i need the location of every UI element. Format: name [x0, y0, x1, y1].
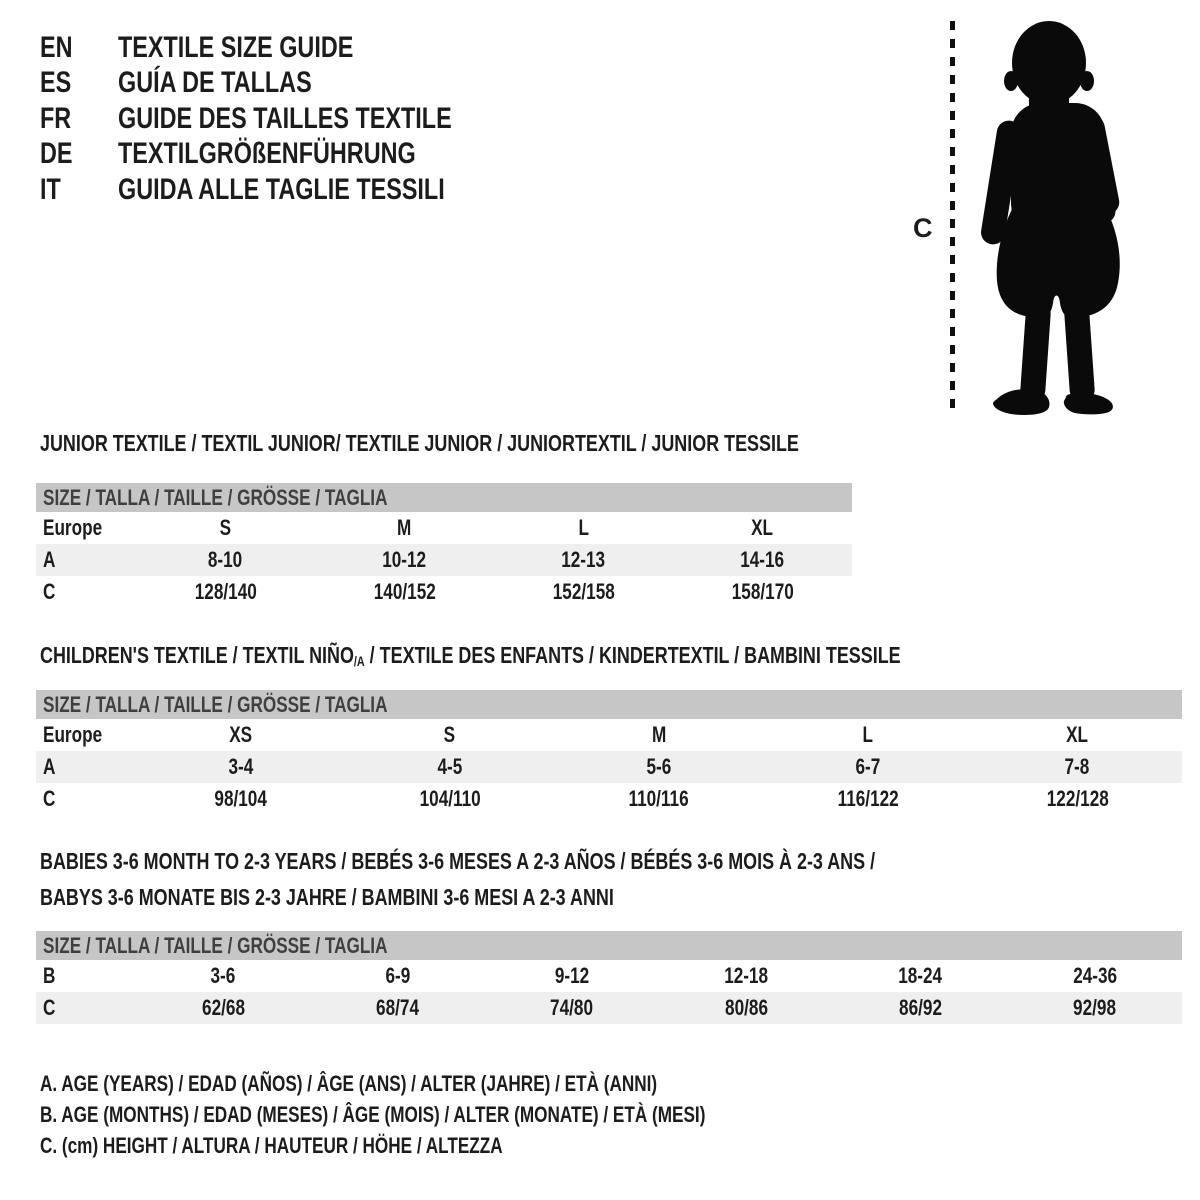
height-cell: 116/122 [837, 786, 899, 811]
age-cell: 5-6 [646, 754, 672, 779]
babies-size-table [36, 931, 1182, 1024]
height-cell: 122/128 [1046, 786, 1109, 811]
months-cell: 18-24 [898, 963, 943, 988]
months-cell: 3-6 [210, 963, 236, 988]
table-row-europe [36, 512, 852, 544]
children-size-table [36, 690, 1182, 815]
language-row-it [40, 172, 546, 208]
size-header-bar: SIZE / TALLA / TAILLE / GRÖSSE / TAGLIA [36, 931, 1182, 960]
row-label: B [43, 963, 56, 988]
height-cell: 110/116 [628, 786, 690, 811]
months-cell: 12-18 [724, 963, 769, 988]
size-cell: S [219, 515, 232, 540]
size-cell: M [651, 722, 667, 747]
nino-a-subscript: /A [353, 654, 365, 670]
height-cell: 158/170 [731, 579, 794, 604]
age-cell: 6-7 [855, 754, 881, 779]
age-cell: 4-5 [437, 754, 463, 779]
height-cell: 68/74 [376, 995, 419, 1020]
age-cell: 7-8 [1064, 754, 1090, 779]
language-title: GUIDA ALLE TAGLIE TESSILI [118, 172, 445, 206]
language-row-en [40, 30, 546, 66]
size-cell: M [397, 515, 412, 540]
row-label: C [43, 579, 56, 604]
height-cell: 80/86 [724, 995, 768, 1020]
height-cell: 92/98 [1073, 995, 1117, 1020]
size-cell: L [578, 515, 589, 540]
language-code: DE [40, 137, 73, 171]
age-cell: 8-10 [208, 547, 243, 572]
children-section-title: CHILDREN'S TEXTILE / TEXTIL $NIÑO_{/A}$ / TEXTILE DES ENFANTS / KINDERTEXTIL / BAMBINI TESSILE [40, 642, 901, 670]
legend-line-b: B. AGE (MONTHS) / EDAD (MESES) / ÂGE (MOIS) / ALTER (MONATE) / ETÀ (MESI) [40, 1101, 706, 1127]
language-code: ES [40, 66, 72, 100]
row-label: Europe [43, 722, 103, 747]
height-measure-label: C [913, 213, 933, 243]
months-cell: 9-12 [554, 963, 589, 988]
language-code: FR [40, 101, 72, 135]
size-cell: S [444, 722, 456, 747]
language-title-list [40, 30, 546, 208]
junior-section-title: JUNIOR TEXTILE / TEXTIL JUNIOR/ TEXTILE JUNIOR / JUNIORTEXTIL / JUNIOR TESSILE [40, 430, 799, 456]
height-cell: 152/158 [552, 579, 615, 604]
size-header-bar: SIZE / TALLA / TAILLE / GRÖSSE / TAGLIA [36, 690, 1182, 719]
table-row-height [36, 992, 1182, 1024]
language-row-de [40, 137, 546, 173]
size-cell: XL [1066, 722, 1089, 747]
language-title: GUÍA DE TALLAS [118, 66, 312, 100]
height-cell: 98/104 [214, 786, 267, 811]
row-label: Europe [43, 515, 103, 540]
age-cell: 3-4 [228, 754, 253, 779]
language-row-fr [40, 101, 546, 137]
height-cell: 128/140 [194, 579, 257, 604]
row-label: A [43, 754, 56, 779]
size-cell: L [862, 722, 874, 747]
legend-line-c: C. (cm) HEIGHT / ALTURA / HAUTEUR / HÖHE / ALTEZZA [40, 1132, 503, 1158]
age-cell: 12-13 [561, 547, 606, 572]
junior-size-table [36, 483, 852, 608]
months-cell: 24-36 [1072, 963, 1117, 988]
table-row-height [36, 576, 852, 608]
row-label: C [43, 786, 56, 811]
table-row-age [36, 751, 1182, 783]
row-label: C [43, 995, 56, 1020]
row-label: A [43, 547, 56, 572]
table-row-height [36, 783, 1182, 815]
language-code: IT [40, 172, 61, 206]
table-row-months [36, 960, 1182, 992]
height-cell: 140/152 [373, 579, 436, 604]
table-row-age [36, 544, 852, 576]
language-title: TEXTILE SIZE GUIDE [118, 30, 354, 64]
months-cell: 6-9 [385, 963, 410, 988]
table-row-europe [36, 719, 1182, 751]
height-dashed-line [950, 21, 955, 415]
height-measure-figure [905, 15, 1155, 425]
age-cell: 10-12 [382, 547, 427, 572]
height-cell: 86/92 [899, 995, 942, 1020]
measurement-legend [40, 1068, 893, 1161]
language-row-es [40, 66, 546, 102]
height-cell: 104/110 [419, 786, 481, 811]
language-code: EN [40, 30, 73, 64]
height-cell: 62/68 [201, 995, 245, 1020]
legend-line-a: A. AGE (YEARS) / EDAD (AÑOS) / ÂGE (ANS) / ALTER (JAHRE) / ETÀ (ANNI) [40, 1070, 658, 1096]
language-title: GUIDE DES TAILLES TEXTILE [118, 101, 452, 135]
language-title: TEXTILGRÖßENFÜHRUNG [118, 137, 416, 171]
babies-section-title: BABIES 3-6 MONTH TO 2-3 YEARS / BEBÉS 3-6 MESES A 2-3 AÑOS / BÉBÉS 3-6 MOIS À 2-3 ANS / BABYS 3-6 MONATE BIS 2-3 JAHRE / BAMBINI 3-6 MESI A 2-3 ANNI [40, 848, 876, 910]
size-cell: XS [229, 722, 253, 747]
age-cell: 14-16 [740, 547, 785, 572]
toddler-silhouette-icon [967, 17, 1142, 417]
height-cell: 74/80 [550, 995, 594, 1020]
size-cell: XL [751, 515, 774, 540]
size-header-bar: SIZE / TALLA / TAILLE / GRÖSSE / TAGLIA [36, 483, 852, 512]
